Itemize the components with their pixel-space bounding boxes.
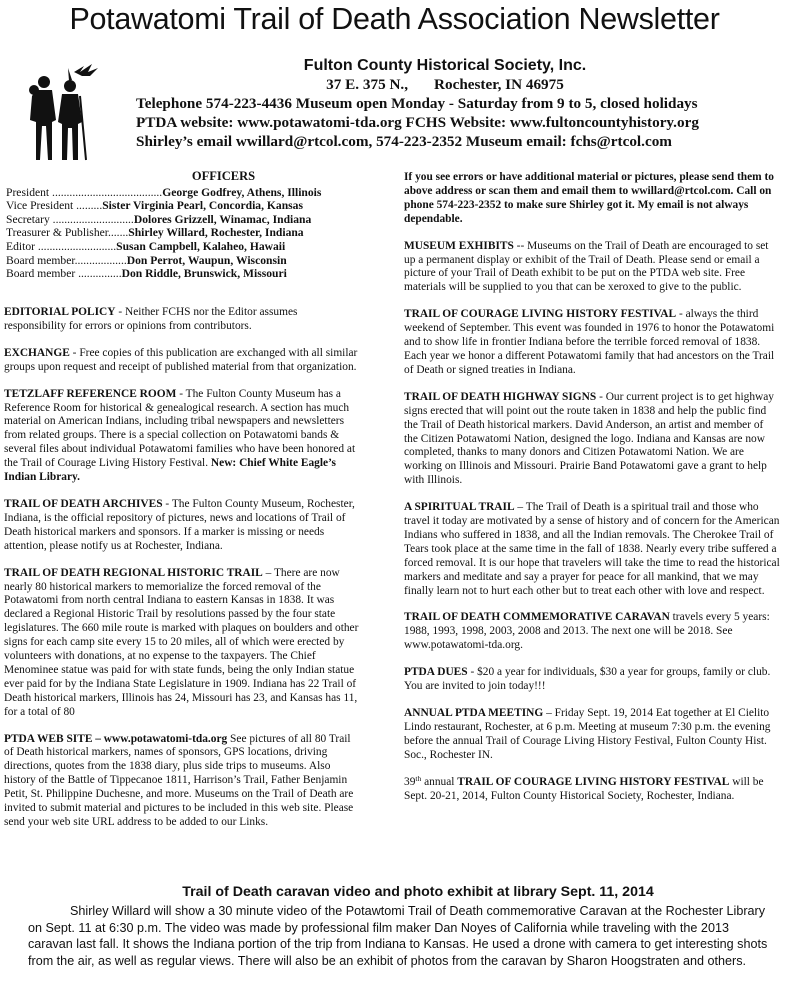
museum-exhibits-item bbox=[404, 240, 780, 296]
archives-item bbox=[4, 498, 362, 554]
item-heading: MUSEUM EXHIBITS bbox=[404, 239, 514, 252]
item-heading: A SPIRITUAL TRAIL bbox=[404, 501, 515, 514]
festival-item bbox=[404, 308, 780, 378]
right-column bbox=[404, 171, 780, 816]
officer-name: Dolores Grizzell, Winamac, Indiana bbox=[133, 212, 312, 226]
caravan-item bbox=[404, 611, 780, 653]
item-heading: PTDA WEB SITE – www.potawatomi-tda.org bbox=[4, 732, 228, 745]
phone-and-hours: Telephone 574-223-4436 Museum open Monday - Saturday from 9 to 5, closed holidays bbox=[136, 95, 698, 112]
exchange-item bbox=[4, 347, 362, 375]
item-body: - The Fulton County Museum has a Reference Room for historical & genealogical research. A section has much material on American Indians, including tribal newspapers and newsletters from related groups. There is a special collection on Potawatomi bands & several files about individual Potawatomi families who have been honored at the Trail of Courage Living History Festival. bbox=[4, 387, 356, 470]
item-heading: EXCHANGE bbox=[4, 346, 70, 359]
officers-heading: OFFICERS bbox=[191, 169, 256, 183]
regional-trail-item bbox=[4, 567, 362, 720]
left-column bbox=[4, 306, 362, 843]
item-body: travels every 5 years: 1988, 1993, 1998, 2003, 2008 and 2013. The next one will be 2018. See www.potawatomi-tda.org. bbox=[404, 611, 770, 652]
officer-name: Don Perrot, Waupun, Wisconsin bbox=[126, 253, 287, 267]
newsletter-masthead: Potawatomi Trail of Death Association Newsletter bbox=[69, 2, 720, 36]
spiritual-trail-item bbox=[404, 501, 780, 598]
item-heading: ANNUAL PTDA MEETING bbox=[404, 707, 544, 719]
officer-row bbox=[6, 267, 381, 281]
contact-block bbox=[110, 56, 780, 151]
item-heading: TRAIL OF DEATH HIGHWAY SIGNS bbox=[404, 390, 597, 403]
library-event-body: Shirley Willard will show a 30 minute video of the Potawtomi Trail of Death commemorative Caravan at the Rochester Library on Sept. 11 at 6:30 p.m. The video was made by professional film maker Dan Noyes of California while traveling with the 2013 caravan last fall. It shows the Indiana portion of the trip from Indiana to Kansas. He used a drone with camera to get interesting shots from the air, as well as regular views. There will also be an exhibit of photos from the caravan by Sharon Hoogstraten and others. bbox=[28, 904, 768, 968]
street-address: 37 E. 375 N., bbox=[326, 76, 409, 93]
officers-list bbox=[6, 170, 381, 281]
item-body: See pictures of all 80 Trail of Death historical markers, names of sponsors, GPS locations, driving directions, quotes from the 1838 diary, plus side trips to museums. Also history of the Battle of Tippecanoe 1811, Harrison’s Trail, Father Benjamin Petit, St. Philippine Duchesne, and more. Museums on the Trail of Death are invited to submit material and pictures to be included in this web site. Please send your web site URL address to be added to our Links. bbox=[4, 732, 354, 828]
item-body: - The Fulton County Museum, Rochester, Indiana, is the official repository of pictures, news and locations of Trail of Death historical markers and sponsors. If a marker is missing or needs attention, please notify us at Rochester, Indiana. bbox=[4, 497, 355, 552]
item-body: - Neither FCHS nor the Editor assumes responsibility for errors or opinions from contributors. bbox=[4, 306, 298, 332]
item-body: - Our current project is to get highway signs erected that will point out the route taken in 1838 and help the public find the Trail of Death historical markers. David Anderson, an artist and member of the Citizen Potawatomi Nation, designed the logo. Indiana and Kansas are now completed, thanks to many donors and Citizen Potawatomi Nation. We are working on Illinois and Missouri. Prairie Band Potawatomi gave a grant to help with Illinois. bbox=[404, 390, 774, 487]
item-prefix: annual bbox=[421, 775, 458, 788]
officer-role: Treasurer & Publisher....... bbox=[6, 226, 129, 240]
officer-role: Vice President ......... bbox=[6, 199, 103, 213]
item-heading: PTDA DUES bbox=[404, 666, 468, 679]
officer-name: Don Riddle, Brunswick, Missouri bbox=[121, 267, 287, 281]
item-heading: TRAIL OF DEATH REGIONAL HISTORIC TRAIL bbox=[4, 566, 263, 579]
item-highlight: New: Chief White Eagle’s Indian Library. bbox=[4, 457, 336, 484]
item-body: -- Museums on the Trail of Death are encouraged to set up a permanent display or exhibit of the Trail of Death. Please send or email a picture of your Trail of Death exhibit to be put on the PTDA web site. Free materials will be supplied to you that can be xeroxed to give to the public. bbox=[404, 239, 769, 294]
officer-row bbox=[6, 240, 381, 254]
item-heading: TRAIL OF DEATH COMMEMORATIVE CARAVAN bbox=[404, 611, 670, 624]
item-body: – The Trail of Death is a spiritual trail and those who travel it today are motivated by a sense of history and of concern for the American Indians who suffered in 1838, and all the Indian removals. The Cherokee Trail of Tears took place at the same time in the fall of 1838. Nearly every tribe suffered a forced removal. It is our hope that travelers will take the time to read the historical markers and meditate and say a prayer for peace for all mankind, that we may finally learn not to hurt each other but to treat each other with love and respect. bbox=[404, 501, 780, 597]
website-item bbox=[4, 733, 362, 830]
websites-line: PTDA website: www.potawatomi-tda.org FCHS Website: www.fultoncountyhistory.org bbox=[136, 114, 699, 131]
item-heading: TRAIL OF COURAGE LIVING HISTORY FESTIVAL bbox=[404, 308, 677, 321]
ordinal-suffix: th bbox=[415, 773, 422, 783]
officer-row bbox=[6, 186, 381, 200]
city-state-zip: Rochester, IN 46975 bbox=[434, 76, 564, 93]
officer-row bbox=[6, 213, 381, 227]
officer-name: George Godfrey, Athens, Illinois bbox=[162, 185, 322, 199]
mailing-address bbox=[110, 75, 780, 94]
highway-signs-item bbox=[404, 391, 780, 488]
annual-meeting-item bbox=[404, 707, 780, 763]
item-body: - Free copies of this publication are exchanged with all similar groups upon request and receipt of published material from that organization. bbox=[4, 346, 358, 373]
item-heading: TRAIL OF DEATH ARCHIVES bbox=[4, 497, 163, 510]
officer-role: Secretary ............................ bbox=[6, 212, 134, 226]
item-body: - always the third weekend of September. This event was founded in 1976 to honor the Potawatomi and to show life in frontier Indiana before the terrible forced removal of 1838. Each year we honor a different Potawatomi family that had ancestors on the Trail of Death or signed treaties in Indiana. bbox=[404, 308, 775, 376]
library-event-title: Trail of Death caravan video and photo exhibit at library Sept. 11, 2014 bbox=[182, 884, 654, 900]
reference-room-item bbox=[4, 388, 362, 485]
officer-role: Editor ........................... bbox=[6, 239, 117, 253]
item-heading: EDITORIAL POLICY bbox=[4, 306, 116, 318]
officer-role: Board member.................. bbox=[6, 253, 127, 267]
annual-festival-item bbox=[404, 773, 780, 804]
dues-item bbox=[404, 666, 780, 694]
society-name: Fulton County Historical Society, Inc. bbox=[303, 57, 587, 74]
officer-row bbox=[6, 199, 381, 213]
submissions-note: If you see errors or have additional material or pictures, please send them to above address or scan them and email them to wwillard@rtcol.com. Call on phone 574-223-2352 to make sure Shirley got it. My email is not always dependable. bbox=[404, 171, 774, 225]
item-body: – There are now nearly 80 historical markers to memorialize the forced removal of the Potawatomi from north central Indiana to eastern Kansas in 1838. It was declared a Regional Historic Trail by resolutions passed by the four state legislatures. The 660 mile route is marked with plaques on boulders and other signs for each camp site every 15 to 20 miles, all of which were erected by volunteers with donations, at no expense to the taxpayers. The Chief Menominee statue was paid for with state funds, being the only Indian statue ever paid for by the Indiana State Legislature in 1909. Indiana has 22 Trail of Death historical markers, Illinois has 24, Missouri has 23, and Kansas has 11, for a total of 80 bbox=[4, 566, 359, 718]
festival-number: 39 bbox=[404, 775, 416, 788]
officer-role: President ...................................... bbox=[6, 185, 163, 199]
item-heading: TRAIL OF COURAGE LIVING HISTORY FESTIVAL bbox=[457, 775, 730, 788]
native-figures-logo-icon bbox=[22, 60, 112, 180]
library-event-section bbox=[28, 884, 768, 969]
item-body: will be Sept. 20-21, 2014, Fulton County Historical Society, Rochester, Indiana. bbox=[404, 775, 764, 802]
emails-line: Shirley’s email wwillard@rtcol.com, 574-223-2352 Museum email: fchs@rtcol.com bbox=[136, 133, 672, 150]
item-heading: TETZLAFF REFERENCE ROOM bbox=[4, 387, 177, 400]
item-body: - $20 a year for individuals, $30 a year for groups, family or club. You are invited to join today!!! bbox=[404, 666, 771, 693]
editorial-policy-item bbox=[4, 306, 362, 334]
officer-name: Shirley Willard, Rochester, Indiana bbox=[128, 226, 304, 240]
officer-name: Susan Campbell, Kalaheo, Hawaii bbox=[116, 239, 286, 253]
officer-role: Board member ............... bbox=[6, 267, 122, 281]
officer-name: Sister Virginia Pearl, Concordia, Kansas bbox=[102, 199, 303, 213]
officer-row bbox=[6, 254, 381, 268]
item-body: – Friday Sept. 19, 2014 Eat together at El Cielito Lindo restaurant, Rochester, at 6 p.m. Meeting at museum 7:30 p.m. the evening before the annual Trail of Courage Living History Festival, Fulton County Hist. Soc., Rochester IN. bbox=[404, 707, 771, 761]
officer-row bbox=[6, 226, 381, 240]
